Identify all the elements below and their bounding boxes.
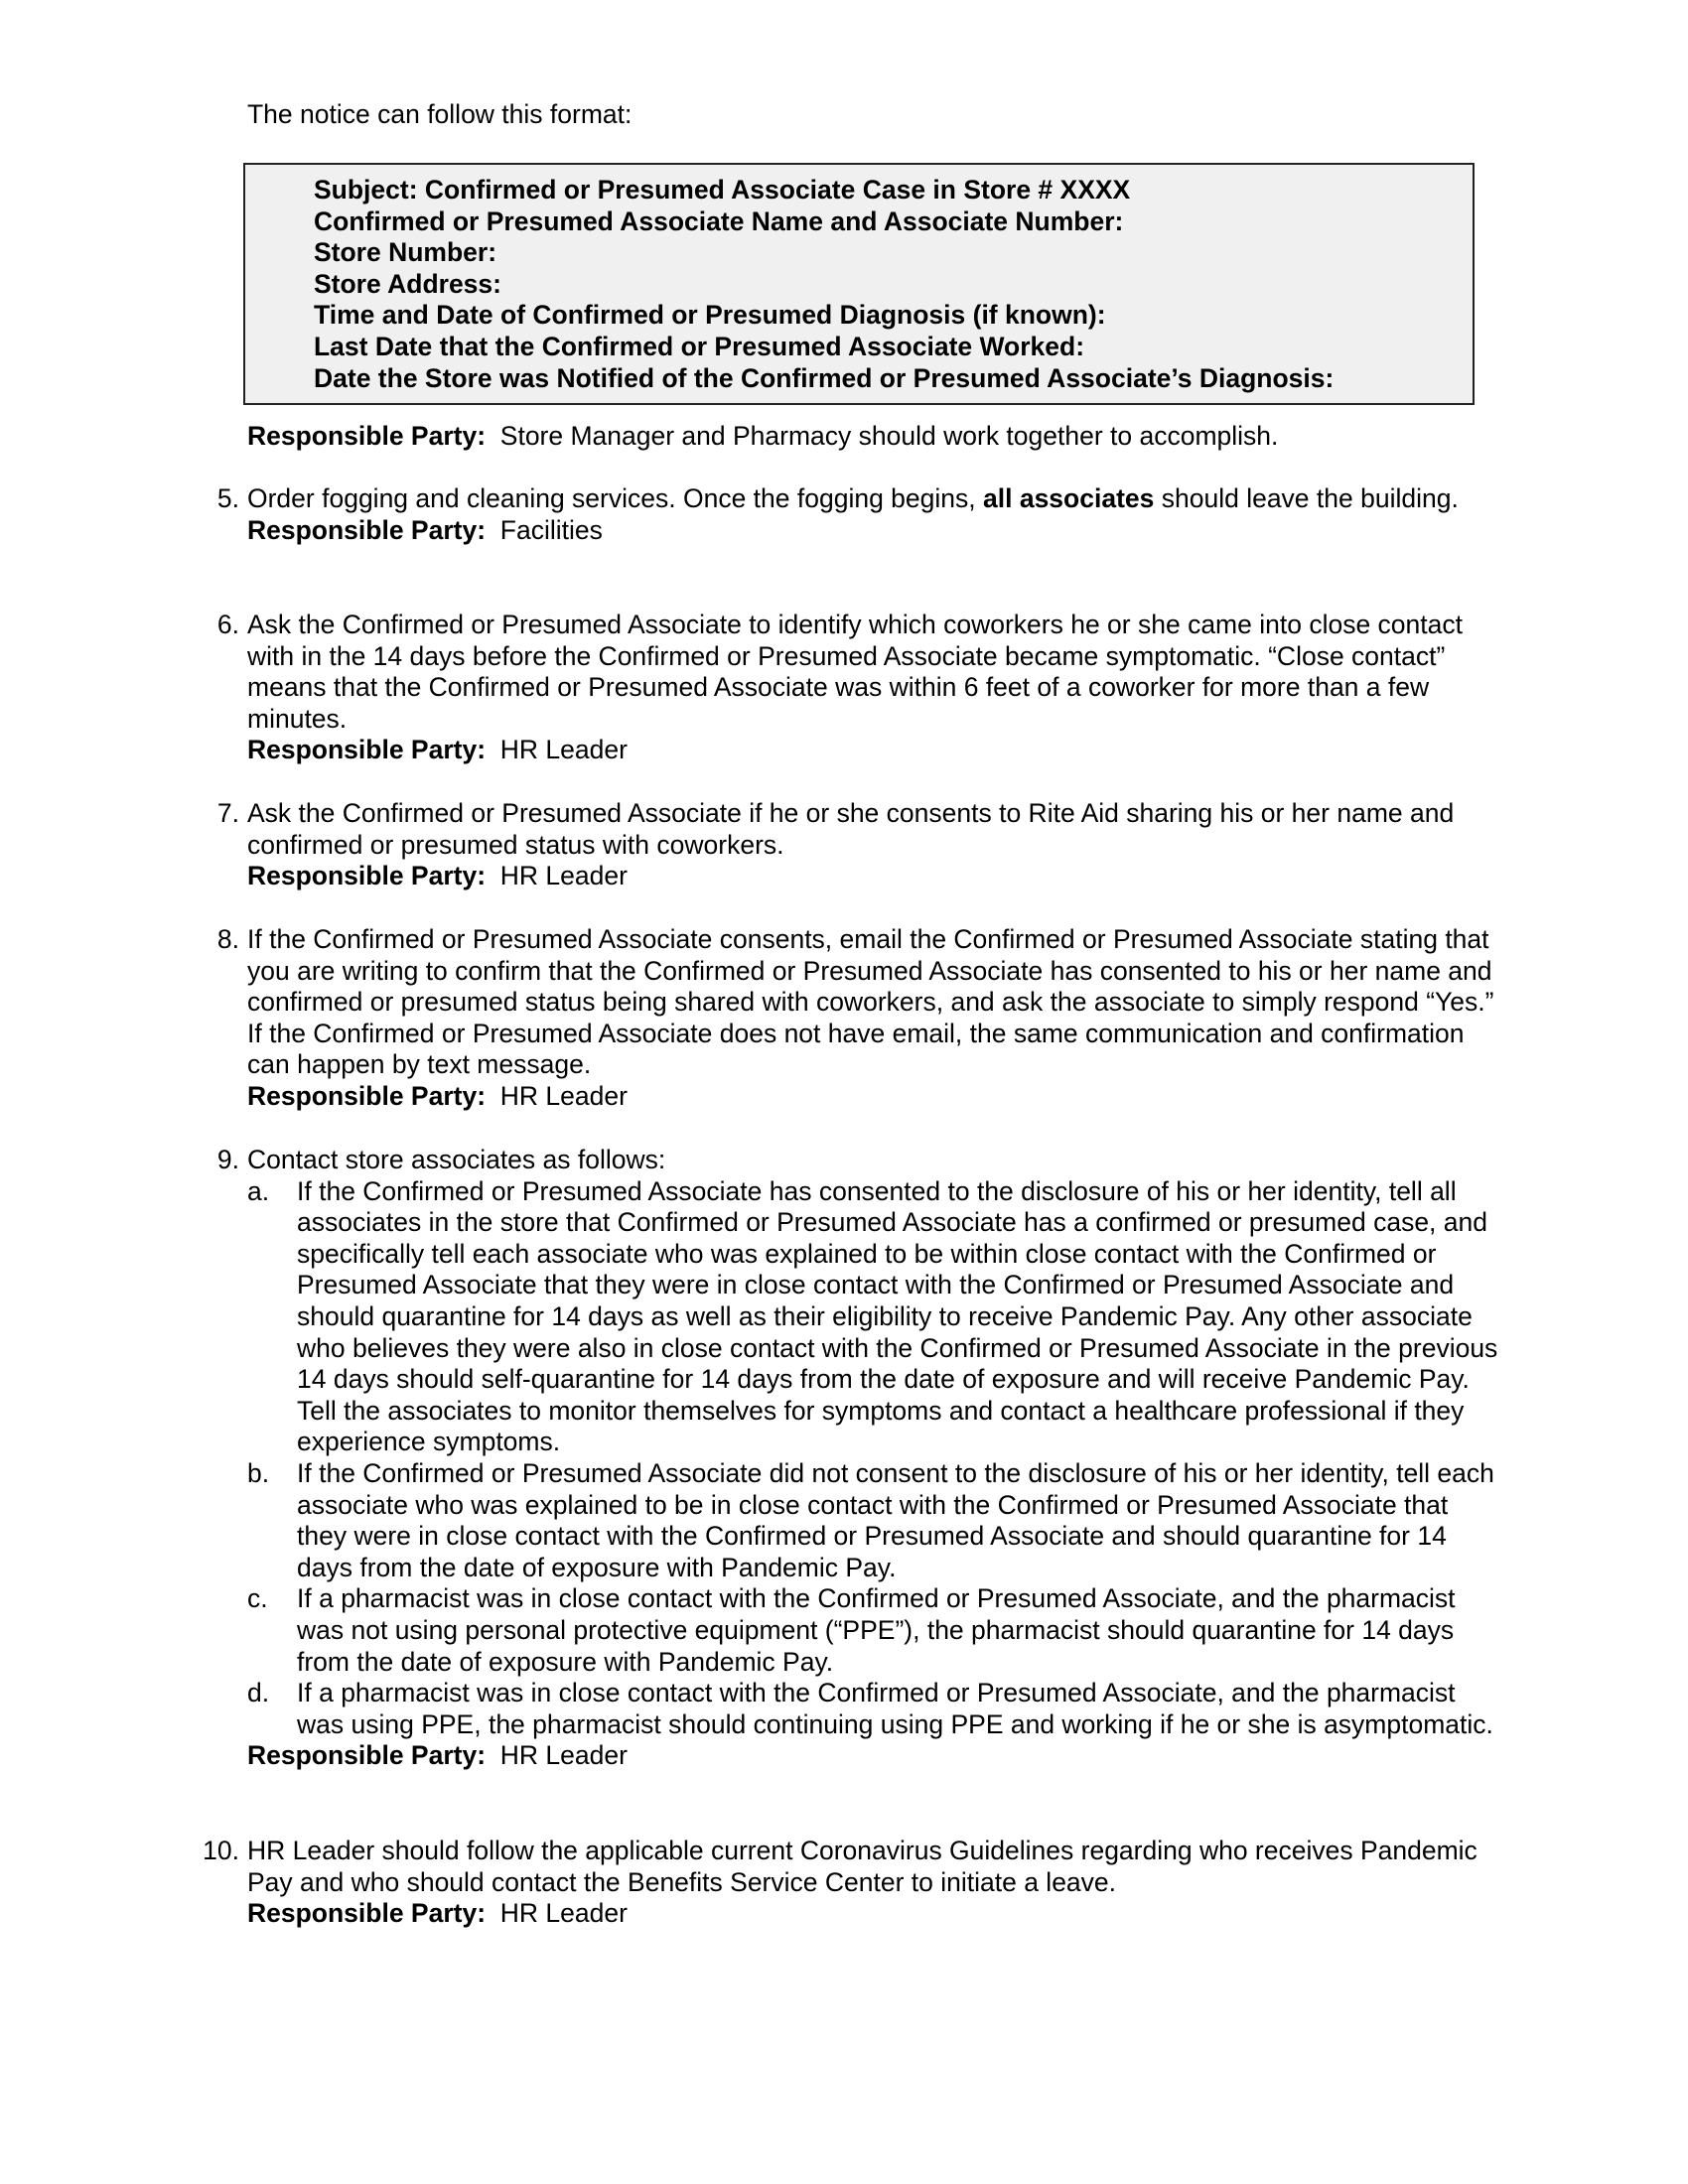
- item-responsible-party: [247, 1898, 1498, 1930]
- responsible-party-top: [247, 421, 1498, 453]
- sub-item-a: [247, 1176, 1498, 1458]
- item-text-bold: all associates: [983, 483, 1155, 513]
- item-responsible-party: [247, 1081, 1498, 1113]
- responsible-party-value: HR Leader: [499, 735, 628, 765]
- item-responsible-party: [247, 861, 1498, 892]
- notice-associate-name-line: Confirmed or Presumed Associate Name and Associate Number:: [314, 205, 1124, 236]
- list-item-5: [216, 483, 1498, 546]
- item-text: Ask the Confirmed or Presumed Associate to identify which coworkers he or she came into close contact with in the 14 days before the Confirmed or Presumed Associate became symptomatic. “Close contact” means that the Confirmed or Presumed Associate was within 6 feet of a coworker for more than a few minutes.: [247, 610, 1463, 734]
- notice-format-box: [243, 163, 1475, 405]
- notice-store-number-line: Store Number:: [314, 237, 497, 268]
- responsible-party-label: Responsible Party:: [247, 1080, 487, 1111]
- list-item-8: [216, 924, 1498, 1113]
- sub-item-text: If the Confirmed or Presumed Associate has consented to the disclosure of his or her identity, tell all associates in the store that Confirmed or Presumed Associate has a confirmed or presumed case, and specifically tell each associate who was explained to be within close contact with the Confirmed or Presumed Associate that they were in close contact with the Confirmed or Presumed Associate and should quarantine for 14 days as well as their eligibility to receive Pandemic Pay. Any other associate who believes they were also in close contact with the Confirmed or Presumed Associate in the previous 14 days should self-quarantine for 14 days from the date of exposure and will receive Pandemic Pay. Tell the associates to monitor themselves for symptoms and contact a healthcare professional if they experience symptoms.: [297, 1175, 1498, 1457]
- item-number: 10.: [203, 1836, 239, 1865]
- sub-item-text: If a pharmacist was in close contact with the Confirmed or Presumed Associate, and the pharmacist was not using personal protective equipment (“PPE”), the pharmacist should quarantine for 14 days from the date of exposure with Pandemic Pay.: [297, 1583, 1456, 1677]
- sub-item-text: If the Confirmed or Presumed Associate did not consent to the disclosure of his or her identity, tell each associate who was explained to be in close contact with the Confirmed or Presumed Associate that they were in close contact with the Confirmed or Presumed Associate and should quarantine for 14 days from the date of exposure with Pandemic Pay.: [297, 1457, 1494, 1582]
- item-responsible-party: [247, 1740, 1498, 1772]
- item-number: 5.: [216, 483, 239, 513]
- responsible-party-label: Responsible Party:: [247, 514, 487, 545]
- item-text: [247, 483, 1498, 515]
- item-number: 6.: [216, 610, 239, 639]
- item-text: HR Leader should follow the applicable current Coronavirus Guidelines regarding who receives Pandemic Pay and who should contact the Benefits Service Center to initiate a leave.: [247, 1836, 1477, 1897]
- sub-item-d: [247, 1678, 1498, 1740]
- item-text-part: should leave the building.: [1154, 483, 1459, 513]
- list-item-6: [216, 610, 1498, 766]
- item-responsible-party: [247, 735, 1498, 766]
- list-item-10: [203, 1836, 1498, 1930]
- sub-item-letter: b.: [247, 1457, 270, 1488]
- notice-store-notified-line: Date the Store was Notified of the Confirmed or Presumed Associate’s Diagnosis:: [314, 362, 1335, 393]
- responsible-party-label: Responsible Party:: [247, 861, 487, 891]
- responsible-party-label: Responsible Party:: [247, 1740, 487, 1771]
- sub-list: [247, 1176, 1498, 1741]
- item-text-part: Order fogging and cleaning services. Once the fogging begins,: [247, 483, 983, 513]
- sub-item-c: [247, 1583, 1498, 1678]
- responsible-party-value: Facilities: [499, 514, 603, 545]
- list-item-9: [216, 1145, 1498, 1772]
- responsible-party-value: Store Manager and Pharmacy should work together to accomplish.: [499, 421, 1279, 451]
- notice-store-address-line: Store Address:: [314, 268, 501, 299]
- responsible-party-value: HR Leader: [499, 1740, 628, 1771]
- item-responsible-party: [247, 515, 1498, 547]
- notice-last-worked-line: Last Date that the Confirmed or Presumed Associate Worked:: [314, 331, 1085, 361]
- responsible-party-label: Responsible Party:: [247, 421, 487, 451]
- sub-item-letter: d.: [247, 1678, 270, 1708]
- sub-item-letter: c.: [247, 1583, 268, 1614]
- item-text: If the Confirmed or Presumed Associate consents, email the Confirmed or Presumed Associate stating that you are writing to confirm that the Confirmed or Presumed Associate has consented to his or her name and confirmed or presumed status being shared with coworkers, and ask the associate to simply respond “Yes.” If the Confirmed or Presumed Associate does not have email, the same communication and confirmation can happen by text message.: [247, 924, 1494, 1080]
- intro-text: The notice can follow this format:: [247, 99, 633, 129]
- responsible-party-value: HR Leader: [499, 1080, 628, 1111]
- responsible-party-label: Responsible Party:: [247, 1898, 487, 1929]
- item-number: 9.: [216, 1145, 239, 1174]
- sub-item-b: [247, 1458, 1498, 1583]
- item-number: 7.: [216, 798, 239, 828]
- sub-item-text: If a pharmacist was in close contact with the Confirmed or Presumed Associate, and the pharmacist was using PPE, the pharmacist should continuing using PPE and working if he or she is asymptomatic.: [297, 1678, 1493, 1739]
- item-text: Contact store associates as follows:: [247, 1145, 666, 1174]
- list-item-7: [216, 798, 1498, 892]
- responsible-party-value: HR Leader: [499, 861, 628, 891]
- responsible-party-value: HR Leader: [499, 1898, 628, 1929]
- item-number: 8.: [216, 924, 239, 954]
- item-text: Ask the Confirmed or Presumed Associate if he or she consents to Rite Aid sharing his or her name and confirmed or presumed status with coworkers.: [247, 798, 1455, 860]
- notice-diagnosis-date-line: Time and Date of Confirmed or Presumed Diagnosis (if known):: [314, 300, 1106, 331]
- responsible-party-label: Responsible Party:: [247, 735, 487, 765]
- notice-subject-line: Subject: Confirmed or Presumed Associate Case in Store # XXXX: [314, 175, 1131, 205]
- sub-item-letter: a.: [247, 1175, 270, 1206]
